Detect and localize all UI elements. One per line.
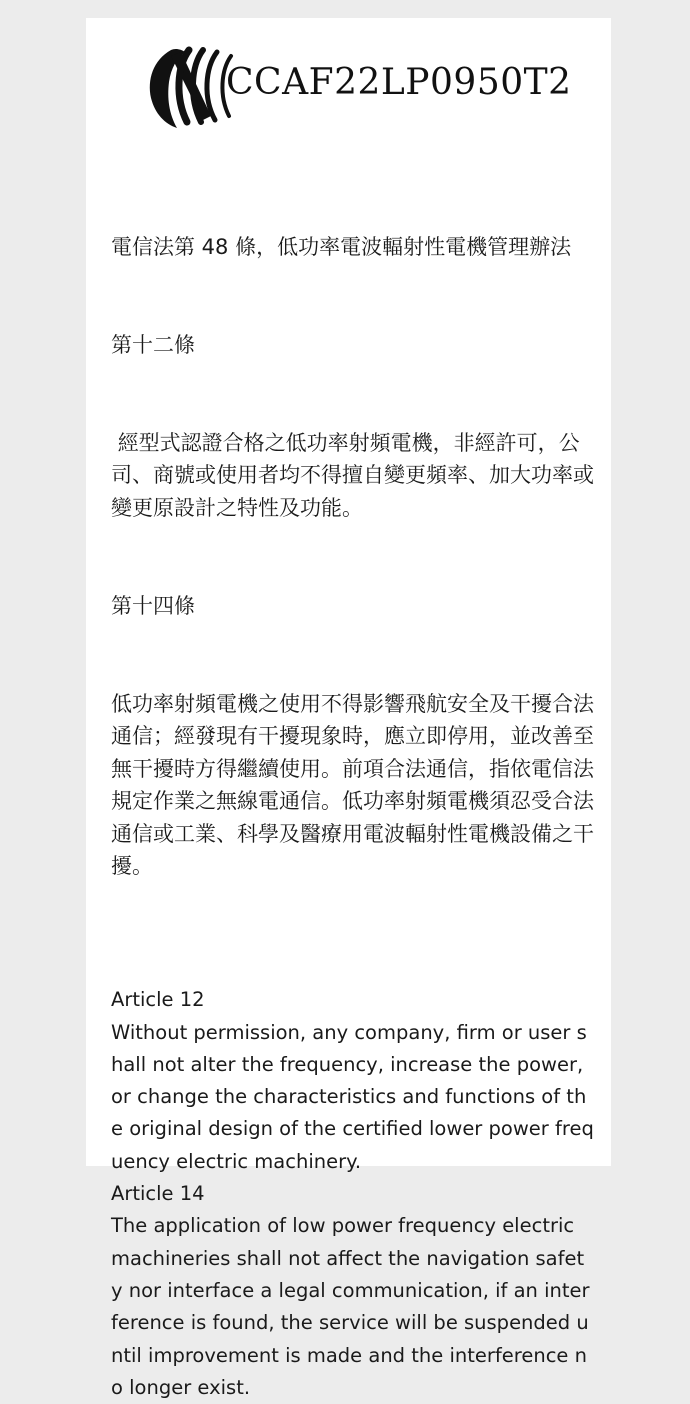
chinese-article-14-body: 低功率射頻電機之使用不得影響飛航安全及干擾合法通信；經發現有干擾現象時，應立即停用，並改善至無干擾時方得繼續使用。前項合法通信，指依電信法規定作業之無線電通信。低功率射頻電機須忍受合法通信或工業、科學及醫療用電波輻射性電機設備之干擾。 bbox=[111, 691, 594, 879]
section-spacer bbox=[111, 948, 595, 984]
english-article-14-heading: Article 14 bbox=[111, 1182, 205, 1206]
chinese-article-12-heading: 第十二條 bbox=[111, 332, 195, 357]
chinese-article-14-heading: 第十四條 bbox=[111, 593, 195, 618]
label-header bbox=[111, 18, 595, 166]
label-card bbox=[86, 18, 611, 1399]
english-article-14-body: The application of low power frequency electric machineries shall not affect the navigation safety nor interface a legal communication, if an interference is found, the service will be suspended until improvement is made and the interference no longer exist. bbox=[111, 1214, 590, 1399]
english-article-12-body: Without permission, any company, firm or user shall not alter the frequency, increase the power, or change the characteristics and functions of the original design of the certified lower power frequency electric machinery. bbox=[111, 1020, 594, 1173]
certification-id: CCAF22LP0950T2 bbox=[226, 62, 572, 103]
english-regulation-text bbox=[111, 984, 595, 1404]
chinese-regulation-text bbox=[111, 166, 595, 948]
chinese-title: 電信法第 48 條，低功率電波輻射性電機管理辦法 bbox=[111, 235, 572, 260]
ncc-logo-icon bbox=[141, 36, 237, 132]
chinese-article-12-body: 經型式認證合格之低功率射頻電機，非經許可，公司、商號或使用者均不得擅自變更頻率、加大功率或變更原設計之特性及功能。 bbox=[111, 430, 594, 520]
english-article-12-heading: Article 12 bbox=[111, 988, 205, 1012]
